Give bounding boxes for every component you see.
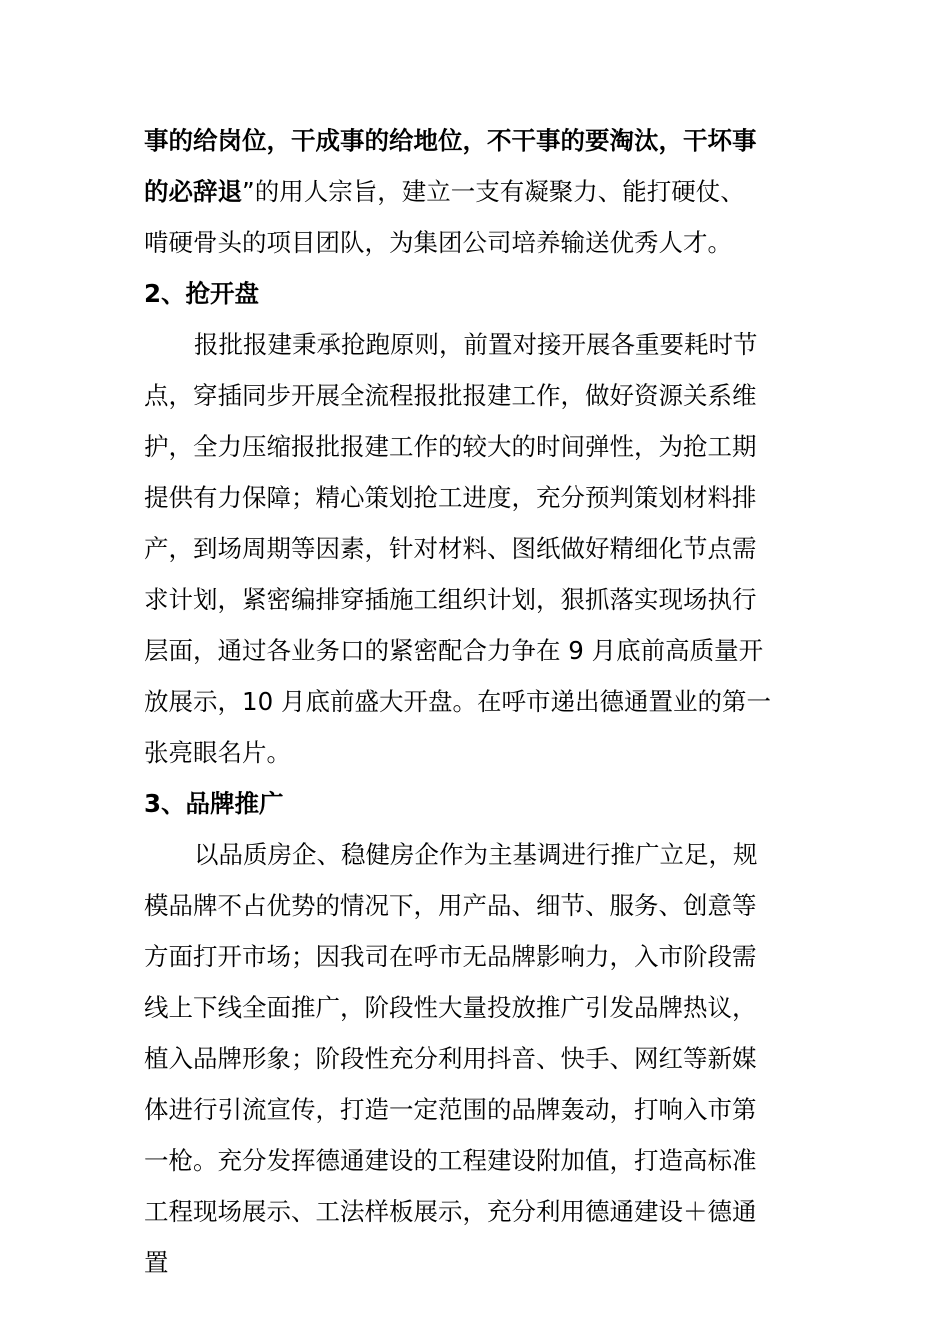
paragraph-line: 一枪。充分发挥德通建设的工程建设附加值，打造高标准 xyxy=(144,1146,757,1175)
paragraph-line: 层面，通过各业务口的紧密配合力争在 9 月底前高质量开 xyxy=(144,636,764,665)
paragraph-line: 提供有力保障；精心策划抢工进度，充分预判策划材料排 xyxy=(144,483,757,512)
paragraph-line: 模品牌不占优势的情况下，用产品、细节、服务、创意等 xyxy=(144,891,757,920)
paragraph-line: 工程现场展示、工法样板展示，充分利用德通建设＋德通 xyxy=(144,1197,757,1226)
paragraph-line: 事的给岗位，干成事的给地位，不干事的要淘汰，干坏事 xyxy=(144,126,757,155)
paragraph-line: 线上下线全面推广，阶段性大量投放推广引发品牌热议， xyxy=(144,993,757,1022)
paragraph-line: 体进行引流宣传，打造一定范围的品牌轰动，打响入市第 xyxy=(144,1095,757,1124)
paragraph-line xyxy=(144,175,804,209)
paragraph-line: 求计划，紧密编排穿插施工组织计划，狠抓落实现场执行 xyxy=(144,585,757,614)
paragraph-line: 点，穿插同步开展全流程报批报建工作，做好资源关系维 xyxy=(144,381,757,410)
paragraph-line: 报批报建秉承抢跑原则，前置对接开展各重要耗时节 xyxy=(194,330,758,359)
paragraph-line: 啃硬骨头的项目团队，为集团公司培养输送优秀人才。 xyxy=(144,228,732,257)
body-text: ”的用人宗旨，建立一支有凝聚力、能打硬仗、 xyxy=(242,177,745,206)
paragraph-line: 护，全力压缩报批报建工作的较大的时间弹性，为抢工期 xyxy=(144,432,757,461)
paragraph-line: 以品质房企、稳健房企作为主基调进行推广立足，规 xyxy=(194,840,758,869)
section-heading: 2、抢开盘 xyxy=(144,279,260,308)
paragraph-line: 放展示，10 月底前盛大开盘。在呼市递出德通置业的第一 xyxy=(144,687,771,716)
paragraph-line: 产，到场周期等因素，针对材料、图纸做好精细化节点需 xyxy=(144,534,757,563)
section-heading: 3、品牌推广 xyxy=(144,789,284,818)
paragraph-line: 植入品牌形象；阶段性充分利用抖音、快手、网红等新媒 xyxy=(144,1044,757,1073)
paragraph-line: 置 xyxy=(144,1248,169,1277)
paragraph-line: 方面打开市场；因我司在呼市无品牌影响力，入市阶段需 xyxy=(144,942,757,971)
bold-text: 的必辞退 xyxy=(144,177,242,206)
paragraph-line: 张亮眼名片。 xyxy=(144,738,291,767)
